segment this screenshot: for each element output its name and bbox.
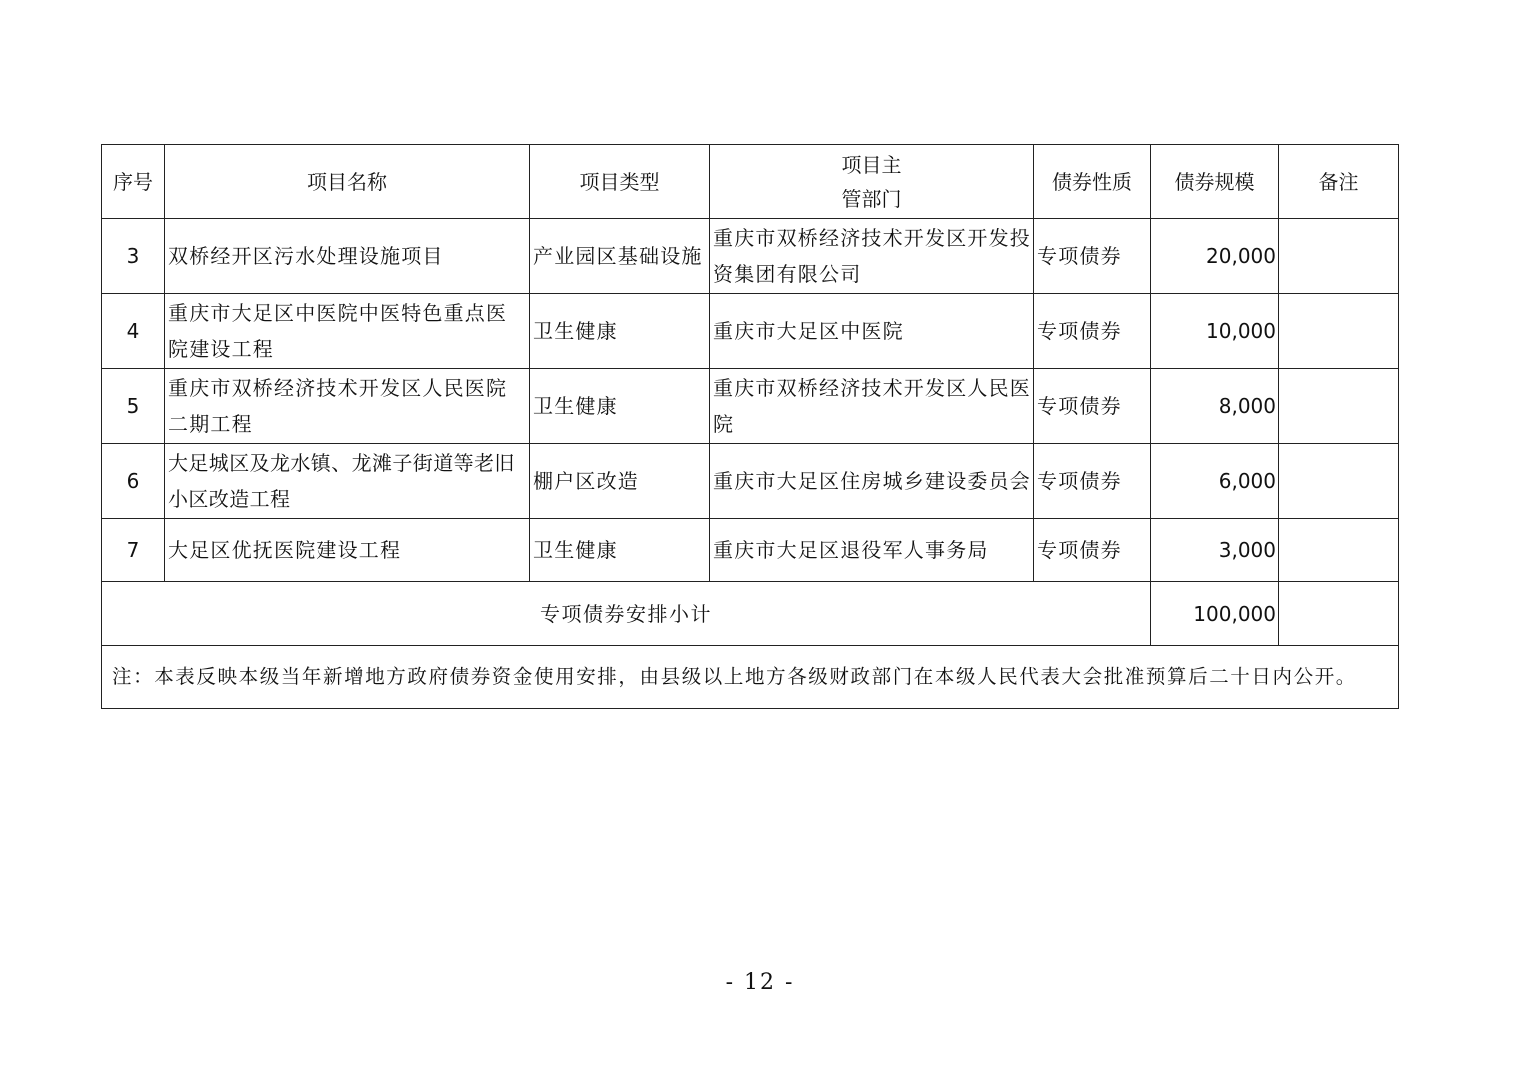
cell-bond-nature: 专项债券 — [1034, 219, 1151, 294]
cell-bond-scale: 8,000 — [1151, 369, 1279, 444]
subtotal-label: 专项债券安排小计 — [102, 582, 1151, 646]
cell-bond-nature: 专项债券 — [1034, 369, 1151, 444]
table-header-row — [102, 145, 1399, 219]
cell-bond-scale: 20,000 — [1151, 219, 1279, 294]
cell-project-type: 卫生健康 — [530, 519, 710, 582]
cell-project-name: 双桥经开区污水处理设施项目 — [165, 219, 530, 294]
header-project-type: 项目类型 — [530, 145, 710, 219]
table-row — [102, 519, 1399, 582]
cell-bond-scale: 10,000 — [1151, 294, 1279, 369]
header-remark: 备注 — [1279, 145, 1399, 219]
subtotal-value: 100,000 — [1151, 582, 1279, 646]
subtotal-row — [102, 582, 1399, 646]
cell-remark — [1279, 369, 1399, 444]
cell-index: 6 — [102, 444, 165, 519]
page-number: - 12 - — [725, 970, 795, 995]
header-department-line2: 管部门 — [841, 186, 902, 211]
cell-project-name: 大足城区及龙水镇、龙滩子街道等老旧小区改造工程 — [165, 444, 530, 519]
cell-remark — [1279, 444, 1399, 519]
cell-department: 重庆市大足区中医院 — [710, 294, 1034, 369]
subtotal-remark — [1279, 582, 1399, 646]
cell-index: 3 — [102, 219, 165, 294]
cell-project-type: 卫生健康 — [530, 294, 710, 369]
table-row — [102, 369, 1399, 444]
cell-index: 4 — [102, 294, 165, 369]
cell-department: 重庆市大足区退役军人事务局 — [710, 519, 1034, 582]
cell-project-name: 重庆市双桥经济技术开发区人民医院二期工程 — [165, 369, 530, 444]
header-index: 序号 — [102, 145, 165, 219]
cell-remark — [1279, 294, 1399, 369]
cell-project-type: 卫生健康 — [530, 369, 710, 444]
cell-project-name: 重庆市大足区中医院中医特色重点医院建设工程 — [165, 294, 530, 369]
cell-department: 重庆市大足区住房城乡建设委员会 — [710, 444, 1034, 519]
cell-index: 5 — [102, 369, 165, 444]
table-row — [102, 294, 1399, 369]
header-bond-nature: 债券性质 — [1034, 145, 1151, 219]
bond-allocation-table — [101, 144, 1399, 709]
note-row — [102, 646, 1399, 709]
cell-bond-nature: 专项债券 — [1034, 294, 1151, 369]
header-project-name: 项目名称 — [165, 145, 530, 219]
cell-index: 7 — [102, 519, 165, 582]
cell-bond-nature: 专项债券 — [1034, 444, 1151, 519]
cell-project-name: 大足区优抚医院建设工程 — [165, 519, 530, 582]
header-bond-scale: 债券规模 — [1151, 145, 1279, 219]
cell-department: 重庆市双桥经济技术开发区人民医院 — [710, 369, 1034, 444]
cell-department: 重庆市双桥经济技术开发区开发投资集团有限公司 — [710, 219, 1034, 294]
cell-bond-nature: 专项债券 — [1034, 519, 1151, 582]
table-row — [102, 219, 1399, 294]
table-note: 注：本表反映本级当年新增地方政府债券资金使用安排，由县级以上地方各级财政部门在本级人民代表大会批准预算后二十日内公开。 — [102, 646, 1399, 709]
cell-remark — [1279, 519, 1399, 582]
cell-bond-scale: 3,000 — [1151, 519, 1279, 582]
cell-remark — [1279, 219, 1399, 294]
cell-project-type: 棚户区改造 — [530, 444, 710, 519]
header-department-line1: 项目主 — [841, 152, 902, 177]
cell-bond-scale: 6,000 — [1151, 444, 1279, 519]
cell-project-type: 产业园区基础设施 — [530, 219, 710, 294]
table-row — [102, 444, 1399, 519]
header-department — [710, 145, 1034, 219]
